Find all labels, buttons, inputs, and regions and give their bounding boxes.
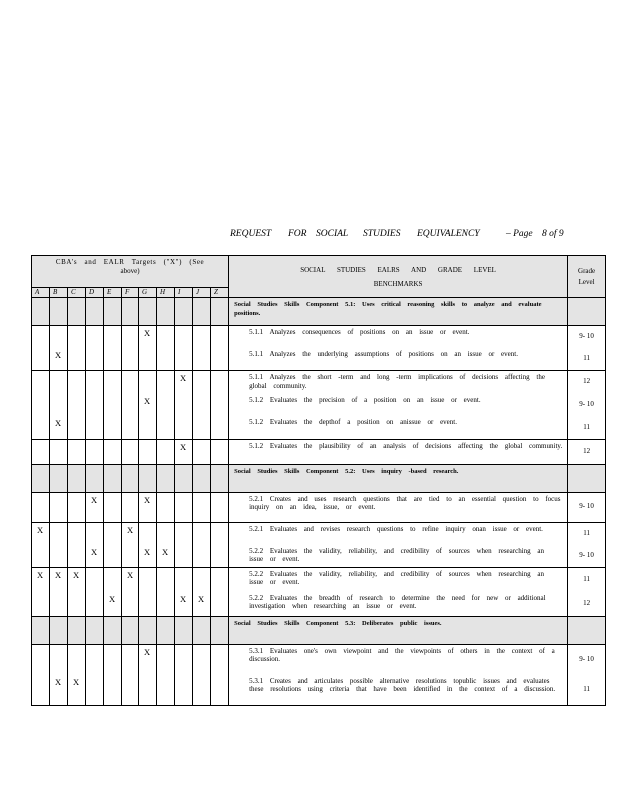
table-row <box>32 644 606 705</box>
benchmark-cell <box>229 371 568 440</box>
header-page-number: 8 of 9 <box>542 229 564 239</box>
section-blank-cell <box>193 616 211 644</box>
section-blank-cell <box>32 298 50 326</box>
target-cell-c <box>68 644 86 705</box>
grade-value: 11 <box>583 574 590 583</box>
target-cell-f <box>122 567 139 616</box>
grade-value: 9- 10 <box>579 332 594 340</box>
page-header <box>230 229 575 243</box>
target-mark: X <box>109 593 116 604</box>
target-cell-d <box>86 371 104 440</box>
benchmark-cell <box>229 326 568 371</box>
target-cell-a <box>32 326 50 371</box>
grade-level-cell <box>568 326 606 371</box>
target-cell-z <box>211 567 229 616</box>
column-letter: D <box>86 288 104 298</box>
benchmark-text: 5.2.1 Evaluates and revises research questions to refine inquiry onan issue or event. <box>249 524 543 533</box>
target-mark: X <box>144 546 151 557</box>
grade-level-cell <box>568 371 606 440</box>
target-mark: X <box>144 328 151 338</box>
target-cell-a <box>32 439 50 464</box>
grade-value: 11 <box>583 422 590 431</box>
target-cell-z <box>211 371 229 440</box>
section-row <box>32 298 606 326</box>
target-cell-j <box>193 371 211 440</box>
section-blank-cell <box>157 464 175 492</box>
section-title: Social Studies Skills Component 5.2: Uses inquiry -based research. <box>229 464 568 492</box>
section-blank-cell <box>139 616 157 644</box>
benchmark-text: 5.1.2 Evaluates the depthof a position on anissue or event. <box>249 418 457 427</box>
column-letter: Z <box>211 288 229 298</box>
target-cell-d <box>86 644 104 705</box>
target-cell-g <box>139 326 157 371</box>
target-cell-b <box>50 439 68 464</box>
target-cell-d <box>86 567 104 616</box>
section-blank-cell <box>157 616 175 644</box>
target-cell-z <box>211 522 229 567</box>
benchmark-text: 5.2.2 Evaluates the breadth of research to determine the need for new or additional investigation when researching an issue or event. <box>249 593 546 611</box>
target-cell-z <box>211 439 229 464</box>
target-mark: X <box>91 494 98 505</box>
section-row <box>32 464 606 492</box>
target-cell-e <box>104 522 122 567</box>
section-blank-cell <box>68 298 86 326</box>
section-row <box>32 616 606 644</box>
target-cell-d <box>86 439 104 464</box>
column-letter: B <box>50 288 68 298</box>
target-cell-g <box>139 439 157 464</box>
target-cell-g <box>139 371 157 440</box>
benchmarks-header <box>229 256 568 298</box>
section-blank-cell <box>68 464 86 492</box>
target-mark: X <box>127 569 134 580</box>
target-cell-i <box>175 492 193 522</box>
target-cell-h <box>157 522 175 567</box>
target-cell-b <box>50 644 68 705</box>
target-cell-g <box>139 567 157 616</box>
target-cell-j <box>193 326 211 371</box>
section-blank-cell <box>68 616 86 644</box>
section-blank-cell <box>175 298 193 326</box>
benchmark-text: 5.1.2 Evaluates the plausibility of an analysis of decisions affecting the global community. <box>249 441 563 450</box>
benchmark-cell <box>229 522 568 567</box>
target-cell-a <box>32 371 50 440</box>
target-cell-j <box>193 567 211 616</box>
section-blank-cell <box>86 464 104 492</box>
section-blank-cell <box>50 298 68 326</box>
section-blank-cell <box>139 298 157 326</box>
table-row <box>32 439 606 464</box>
cba-title-line1: CBA's and EALR Targets ("X") (See <box>55 258 205 266</box>
grade-value: 9- 10 <box>579 550 594 559</box>
target-cell-h <box>157 371 175 440</box>
table-row <box>32 492 606 522</box>
header-page-prefix: – Page <box>506 229 533 239</box>
header-word-for: FOR <box>288 229 307 239</box>
cba-title-line2: above) <box>120 267 140 275</box>
section-blank-cell <box>122 298 139 326</box>
benchmark-text: 5.1.1 Analyzes the underlying assumptions of positions on an issue or event. <box>249 350 518 358</box>
target-cell-i <box>175 644 193 705</box>
target-mark: X <box>180 373 187 383</box>
target-cell-d <box>86 326 104 371</box>
column-letter: F <box>122 288 139 298</box>
target-cell-a <box>32 644 50 705</box>
benchmark-cell <box>229 439 568 464</box>
column-letter: I <box>175 288 193 298</box>
target-mark: X <box>180 593 187 604</box>
grade-value: 9- 10 <box>579 400 594 408</box>
section-blank-cell <box>50 464 68 492</box>
target-cell-f <box>122 326 139 371</box>
target-cell-j <box>193 644 211 705</box>
target-cell-c <box>68 567 86 616</box>
table-row <box>32 371 606 440</box>
section-blank-cell <box>175 464 193 492</box>
equivalency-table <box>31 255 606 706</box>
target-cell-e <box>104 439 122 464</box>
target-mark: X <box>180 441 187 452</box>
grade-header-line2: Level <box>578 277 595 286</box>
grade-value: 12 <box>583 598 591 607</box>
grade-value: 12 <box>583 446 591 455</box>
benchmark-text: 5.3.1 Creates and articulates possible alternative resolutions topublic issues and evaluates these resolutions using criteria that have been identified in the context of a discussion. <box>249 676 556 694</box>
section-blank-cell <box>122 616 139 644</box>
grade-value: 11 <box>583 684 590 693</box>
benchmark-text: 5.1.1 Analyzes consequences of positions on an issue or event. <box>249 328 470 336</box>
section-blank-cell <box>32 616 50 644</box>
section-grade-cell <box>568 616 606 644</box>
target-cell-c <box>68 522 86 567</box>
target-cell-j <box>193 492 211 522</box>
benchmark-text: 5.2.1 Creates and uses research questions that are tied to an essential question to focus inquiry on an idea, issue, or event. <box>249 494 561 512</box>
section-grade-cell <box>568 464 606 492</box>
target-cell-j <box>193 522 211 567</box>
target-cell-b <box>50 567 68 616</box>
column-letter: C <box>68 288 86 298</box>
section-blank-cell <box>32 464 50 492</box>
target-cell-i <box>175 567 193 616</box>
grade-header-line1: Grade <box>578 266 596 275</box>
table-row <box>32 567 606 616</box>
target-cell-c <box>68 439 86 464</box>
grade-level-cell <box>568 567 606 616</box>
target-cell-i <box>175 326 193 371</box>
target-cell-f <box>122 492 139 522</box>
target-cell-e <box>104 644 122 705</box>
target-cell-i <box>175 371 193 440</box>
target-cell-c <box>68 492 86 522</box>
target-cell-h <box>157 492 175 522</box>
target-cell-c <box>68 326 86 371</box>
target-cell-h <box>157 326 175 371</box>
target-cell-f <box>122 522 139 567</box>
target-cell-b <box>50 326 68 371</box>
section-blank-cell <box>193 298 211 326</box>
section-blank-cell <box>86 298 104 326</box>
header-word-studies: STUDIES <box>363 229 401 239</box>
target-cell-f <box>122 371 139 440</box>
header-word-social: SOCIAL <box>316 229 349 239</box>
target-mark: X <box>55 676 62 687</box>
target-cell-b <box>50 522 68 567</box>
benchmark-cell <box>229 644 568 705</box>
benchmark-text: 5.3.1 Evaluates one's own viewpoint and the viewpoints of others in the context of a discussion. <box>249 646 555 664</box>
section-blank-cell <box>50 616 68 644</box>
target-mark: X <box>162 546 169 557</box>
section-blank-cell <box>104 616 122 644</box>
cba-title-cell <box>32 256 229 288</box>
section-blank-cell <box>157 298 175 326</box>
target-cell-c <box>68 371 86 440</box>
section-blank-cell <box>211 464 229 492</box>
section-title: Social Studies Skills Component 5.1: Uses critical reasoning skills to analyze and evaluate positions. <box>229 298 568 326</box>
target-mark: X <box>37 569 44 580</box>
target-cell-e <box>104 326 122 371</box>
benchmark-text: 5.1.1 Analyzes the short -term and long -term implications of decisions affecting the global community. <box>249 373 545 390</box>
column-letter: H <box>157 288 175 298</box>
grade-level-cell <box>568 644 606 705</box>
column-letter: A <box>32 288 50 298</box>
target-cell-a <box>32 567 50 616</box>
target-mark: X <box>144 395 151 406</box>
header-word-request: REQUEST <box>230 229 272 239</box>
target-mark: X <box>91 546 98 557</box>
benchmark-text: 5.2.2 Evaluates the validity, reliability, and credibility of sources when researching an issue or event. <box>249 546 545 564</box>
target-cell-j <box>193 439 211 464</box>
section-blank-cell <box>211 298 229 326</box>
target-mark: X <box>73 569 80 580</box>
target-mark: X <box>198 593 205 604</box>
column-letter: E <box>104 288 122 298</box>
target-cell-e <box>104 567 122 616</box>
column-letter: G <box>139 288 157 298</box>
target-mark: X <box>127 524 134 535</box>
target-cell-f <box>122 439 139 464</box>
benchmarks-header-line2: BENCHMARKS <box>373 279 423 288</box>
header-word-equivalency: EQUIVALENCY <box>417 229 480 239</box>
target-cell-d <box>86 492 104 522</box>
target-cell-a <box>32 522 50 567</box>
table-header-row <box>32 256 606 288</box>
target-mark: X <box>144 646 151 657</box>
target-mark: X <box>37 524 44 535</box>
benchmark-cell <box>229 492 568 522</box>
target-cell-e <box>104 371 122 440</box>
grade-level-cell <box>568 522 606 567</box>
section-blank-cell <box>193 464 211 492</box>
section-grade-cell <box>568 298 606 326</box>
grade-level-cell <box>568 439 606 464</box>
target-cell-g <box>139 644 157 705</box>
target-cell-g <box>139 522 157 567</box>
target-cell-i <box>175 439 193 464</box>
target-cell-z <box>211 644 229 705</box>
section-blank-cell <box>104 298 122 326</box>
section-blank-cell <box>139 464 157 492</box>
table-row <box>32 522 606 567</box>
section-blank-cell <box>211 616 229 644</box>
benchmarks-header-line1: SOCIAL STUDIES EALRS AND GRADE LEVEL <box>300 265 496 274</box>
target-mark: X <box>55 350 62 360</box>
section-blank-cell <box>122 464 139 492</box>
target-cell-b <box>50 492 68 522</box>
section-blank-cell <box>175 616 193 644</box>
grade-level-cell <box>568 492 606 522</box>
table-row <box>32 326 606 371</box>
target-mark: X <box>73 676 80 687</box>
target-cell-f <box>122 644 139 705</box>
target-mark: X <box>55 569 62 580</box>
target-cell-g <box>139 492 157 522</box>
target-cell-h <box>157 644 175 705</box>
column-letter: J <box>193 288 211 298</box>
section-blank-cell <box>104 464 122 492</box>
grade-value: 11 <box>583 354 590 362</box>
grade-value: 9- 10 <box>579 502 594 511</box>
grade-value: 12 <box>583 377 591 386</box>
benchmark-text: 5.1.2 Evaluates the precision of a position on an issue or event. <box>249 395 481 404</box>
target-cell-e <box>104 492 122 522</box>
grade-level-header <box>568 256 606 298</box>
target-cell-b <box>50 371 68 440</box>
section-title: Social Studies Skills Component 5.3: Deliberates public issues. <box>229 616 568 644</box>
target-cell-h <box>157 439 175 464</box>
target-cell-i <box>175 522 193 567</box>
target-mark: X <box>55 418 62 429</box>
grade-value: 11 <box>583 528 590 537</box>
grade-value: 9- 10 <box>579 654 594 663</box>
benchmark-cell <box>229 567 568 616</box>
section-blank-cell <box>86 616 104 644</box>
benchmark-text: 5.2.2 Evaluates the validity, reliability, and credibility of sources when researching an issue or event. <box>249 569 545 587</box>
target-cell-z <box>211 326 229 371</box>
target-cell-h <box>157 567 175 616</box>
target-mark: X <box>144 494 151 505</box>
target-cell-a <box>32 492 50 522</box>
target-cell-d <box>86 522 104 567</box>
target-cell-z <box>211 492 229 522</box>
